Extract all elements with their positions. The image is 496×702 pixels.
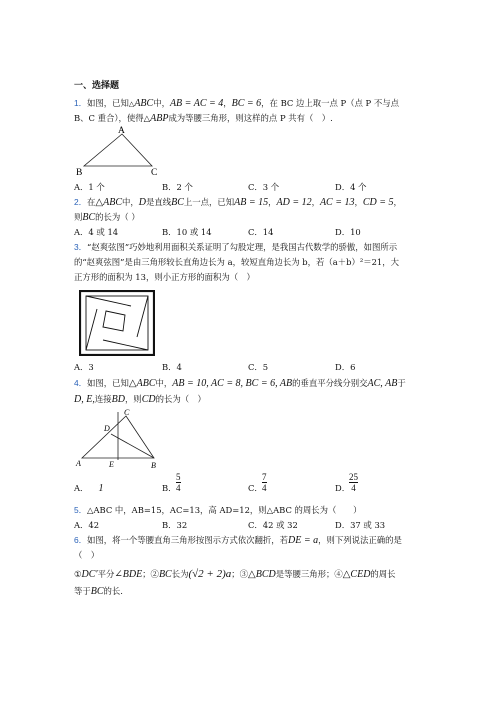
q5-option-c: C．42 或 32 <box>248 520 298 530</box>
q3-option-b: B．4 <box>162 362 182 372</box>
q4-option-c-fraction: 7 4 <box>262 472 267 493</box>
segment-bd <box>111 434 154 458</box>
q4-line-1: 4．如图，已知△ABC中，AB = 10, AC = 8, BC = 6, AB的垂直平分线分别交AC, AB于 <box>74 378 406 389</box>
q2-option-a: A．4 或 14 <box>74 227 119 237</box>
q3-option-c: C．5 <box>248 362 269 372</box>
vertex-label-c: C <box>124 408 130 417</box>
q3-zhaoshuang-figure <box>79 290 155 356</box>
point-label-e: E <box>109 460 114 469</box>
q3-line-3: 正方形的面积为 13，则小正方形的面积为（ ） <box>74 272 255 282</box>
inner-right-triangles <box>86 296 148 350</box>
q4-triangle-figure <box>74 406 166 470</box>
q4-option-b-fraction: 5 4 <box>176 472 181 493</box>
small-square <box>103 311 125 331</box>
q3-line-1: 3．“赵爽弦图”巧妙地利用面积关系证明了勾股定理，是我国古代数学的骄傲，如图所示 <box>74 242 398 252</box>
vertex-label-a: A <box>76 459 81 468</box>
q2-line-1: 2．在△ABC中，D是直线BC上一点，已知AB = 15，AD = 12，AC = 13，CD = 5， <box>74 197 402 208</box>
q6-line-2: （ ） <box>74 550 100 560</box>
triangle-abc <box>84 134 152 166</box>
q5-option-a: A．42 <box>74 520 100 530</box>
q1-triangle-figure <box>72 124 172 178</box>
q4-option-a: A． 1 <box>74 483 104 494</box>
q2-number: 2． <box>74 197 88 207</box>
q1-option-b: B．2 个 <box>162 182 193 192</box>
q6-line-3: ①DC′平分∠BDE；②BC长为(√2 + 2)a；③△BCD是等腰三角形；④△CED的周长 <box>74 568 396 580</box>
q5-number: 5． <box>74 505 88 515</box>
q1-option-c: C．3 个 <box>248 182 280 192</box>
q2-line-2: 则BC的长为（ ） <box>74 212 140 223</box>
q6-line-4: 等于BC的长. <box>74 586 123 597</box>
q4-option-d-fraction: 25 4 <box>349 472 358 493</box>
q5-line-1: 5．△ABC 中，AB=15，AC=13，高 AD=12，则△ABC 的周长为（ ） <box>74 505 362 515</box>
q1-line-2: B、C 重合），使得△ABP成为等腰三角形，则这样的点 P 共有（ ）. <box>74 113 333 124</box>
q2-option-d: D．10 <box>335 227 361 237</box>
q3-line-2: 的“赵爽弦图”是由三角形较长直角边长为 a，较短直角边长为 b，若（a＋b）²＝21，大 <box>74 257 399 267</box>
vertex-label-b: B <box>151 461 156 470</box>
outer-square <box>80 291 154 355</box>
q2-option-c: C．14 <box>248 227 274 237</box>
vertex-label-c: C <box>151 168 158 178</box>
q1-line-1: 1．如图，已知△ABC中，AB = AC = 4，BC = 6，在 BC 边上取一点 P（点 P 不与点 <box>74 98 399 109</box>
q1-number: 1． <box>74 98 88 108</box>
q2-option-b: B．10 或 14 <box>162 227 212 237</box>
q5-option-d: D．37 或 33 <box>335 520 386 530</box>
q4-number: 4． <box>74 378 88 388</box>
q6-line-1: 6．如图，将一个等腰直角三角形按图示方式依次翻折，若DE = a，则下列说法正确的是 <box>74 535 402 546</box>
large-square <box>86 296 148 350</box>
q4-option-c-label: C． <box>248 483 263 493</box>
q4-option-d-label: D． <box>335 483 351 493</box>
q4-option-b-label: B． <box>162 483 177 493</box>
point-label-d: D <box>104 424 110 433</box>
q6-number: 6． <box>74 535 88 545</box>
q3-number: 3． <box>74 242 88 252</box>
q1-option-a: A．1 个 <box>74 182 105 192</box>
q3-option-d: D．6 <box>335 362 356 372</box>
q1-option-d: D．4 个 <box>335 182 367 192</box>
q4-line-2: D, E,连接BD，则CD的长为（ ） <box>74 394 206 405</box>
vertex-label-a: A <box>118 126 125 136</box>
vertex-label-b: B <box>76 168 83 178</box>
q3-option-a: A．3 <box>74 362 94 372</box>
section-title: 一、选择题 <box>74 81 120 91</box>
q5-option-b: B．32 <box>162 520 188 530</box>
